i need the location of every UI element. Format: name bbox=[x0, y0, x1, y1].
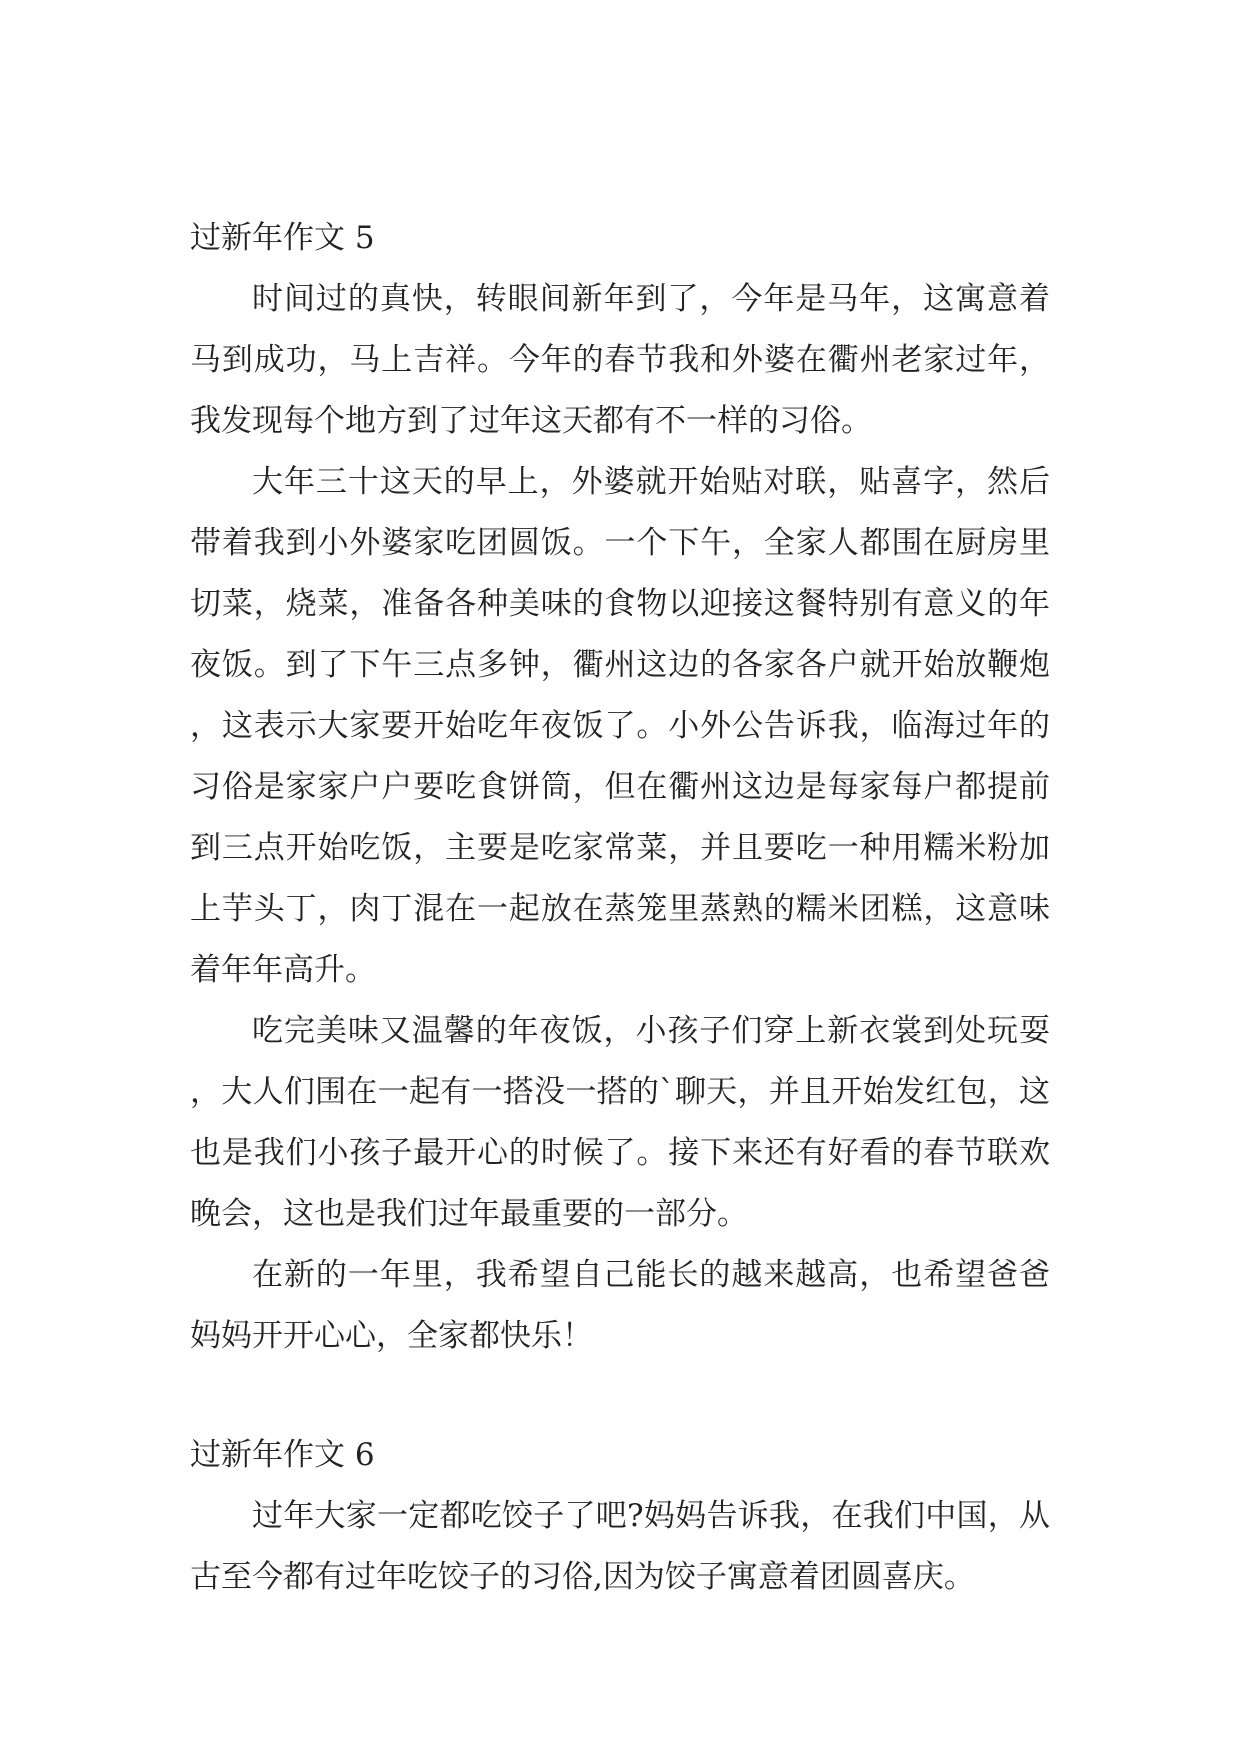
essay-title: 过新年作文 5 bbox=[190, 220, 375, 256]
essay-section-5 bbox=[190, 208, 1050, 1367]
paragraph: 大年三十这天的早上，外婆就开始贴对联，贴喜字，然后带着我到小外婆家吃团圆饭。一个下午，全家人都围在厨房里切菜，烧菜，准备各种美味的食物以迎接这餐特别有意义的年夜饭。到了下午三点多钟，衢州这边的各家各户就开始放鞭炮，这表示大家要开始吃年夜饭了。小外公告诉我，临海过年的习俗是家家户户要吃食饼筒，但在衢州这边是每家每户都提前到三点开始吃饭，主要是吃家常菜，并且要吃一种用糯米粉加上芋头丁，肉丁混在一起放在蒸笼里蒸熟的糯米团糕，这意味着年年高升。 bbox=[190, 464, 1050, 988]
paragraph: 吃完美味又温馨的年夜饭，小孩子们穿上新衣裳到处玩耍，大人们围在一起有一搭没一搭的`聊天，并且开始发红包，这也是我们小孩子最开心的时候了。接下来还有好看的春节联欢晚会，这也是我们过年最重要的一部分。 bbox=[190, 1013, 1050, 1232]
paragraph: 时间过的真快，转眼间新年到了，今年是马年，这寓意着马到成功，马上吉祥。今年的春节我和外婆在衢州老家过年，我发现每个地方到了过年这天都有不一样的习俗。 bbox=[190, 281, 1050, 439]
paragraph: 在新的一年里，我希望自己能长的越来越高，也希望爸爸妈妈开开心心，全家都快乐！ bbox=[190, 1257, 1050, 1354]
essay-title: 过新年作文 6 bbox=[190, 1437, 375, 1473]
essay-section-6 bbox=[190, 1425, 1050, 1608]
document-body bbox=[190, 208, 1050, 1608]
paragraph: 过年大家一定都吃饺子了吧?妈妈告诉我，在我们中国，从古至今都有过年吃饺子的习俗,因为饺子寓意着团圆喜庆。 bbox=[190, 1498, 1050, 1595]
